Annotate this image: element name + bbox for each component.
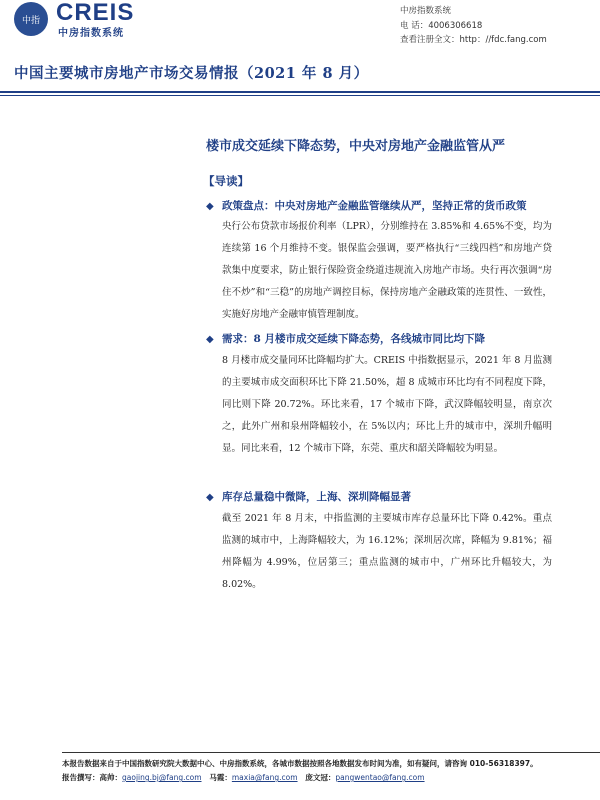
contact-name-maxia: 马霞： [209, 773, 232, 782]
section-paragraph: 8 月楼市成交量同环比降幅均扩大。CREIS 中指数据显示，2021 年 8 月监测的主要城市成交面积环比下降 21.50%，超 8 成城市环比均有不同程度下降，同比则下降 20.72%。环比来看，17 个城市下降，武汉降幅较明显，南京次之，此外广州和泉州降幅较小，在 5%以内；环比上升的城市中，深圳升幅明显。同比来看，12 个城市下降，东莞、重庆和韶关降幅较为明显。 [222, 355, 552, 454]
email-link-gaojing[interactable]: gaojing.bj@fang.com [122, 773, 202, 782]
header-divider-thin [0, 95, 600, 96]
guide-label: 【导读】 [203, 174, 249, 188]
section-heading-text: 政策盘点：中央对房地产金融监管继续从严，坚持正常的货币政策 [222, 200, 527, 212]
section-heading-text: 需求：8 月楼市成交延续下降态势，各线城市同比均下降 [222, 333, 485, 345]
phone-line: 电 话：4006306618 [400, 21, 483, 31]
section-body-policy [222, 216, 552, 326]
section-body-demand [222, 350, 552, 460]
diamond-bullet-icon: ◆ [206, 334, 214, 345]
footer-divider [62, 752, 600, 753]
section-body-inventory [222, 508, 552, 596]
logo-subtitle: 中房指数系统 [58, 28, 124, 39]
diamond-bullet-icon: ◆ [206, 492, 214, 503]
section-heading-text: 库存总量稳中微降，上海、深圳降幅显著 [222, 491, 411, 503]
org-line: 中房指数系统 [400, 6, 452, 16]
section-heading-inventory [206, 489, 411, 504]
section-paragraph: 央行公布贷款市场报价利率（LPR），分别维持在 3.85%和 4.65%不变，均为连续第 16 个月维持不变。银保监会强调，要严格执行“三线四档”和房地产贷款集中度要求，防止银行保险资金绕道违规流入房地产市场。央行再次强调“房住不炒”和“三稳”的房地产调控目标，保持房地产金融政策的连贯性、一致性，实施好房地产金融审慎管理制度。 [222, 221, 552, 320]
logo-emblem-icon [14, 2, 48, 36]
logo-wordmark: CREIS [56, 0, 135, 26]
footer-contacts [62, 772, 425, 783]
diamond-bullet-icon: ◆ [206, 201, 214, 212]
fulltext-link[interactable]: 查看注册全文：http：//fdc.fang.com [400, 35, 547, 45]
section-heading-demand [206, 331, 485, 346]
contact-name-pang: 庞文冠： [305, 773, 336, 782]
logo-emblem-text: 中指 [21, 15, 40, 26]
headline: 楼市成交延续下降态势，中央对房地产金融监管从严 [206, 139, 506, 154]
email-link-maxia[interactable]: maxia@fang.com [231, 773, 298, 782]
section-heading-policy [206, 198, 527, 213]
report-title: 中国主要城市房地产市场交易情报（2021 年 8 月） [14, 65, 369, 82]
header-divider [0, 91, 600, 93]
email-link-pangwentao[interactable]: pangwentao@fang.com [335, 773, 425, 782]
contacts-label: 报告撰写：高帅： [62, 773, 122, 782]
creis-logo [14, 2, 144, 40]
footer-source-note: 本报告数据来自于中国指数研究院大数据中心、中房指数系统，各城市数据按照各地数据发布时间为准，如有疑问，请咨询 010-56318397。 [62, 759, 538, 768]
section-paragraph: 截至 2021 年 8 月末，中指监测的主要城市库存总量环比下降 0.42%。重点监测的城市中，上海降幅较大，为 16.12%；深圳居次席，降幅为 9.81%；福州降幅为 4.99%，位居第三；重点监测的城市中，广州环比升幅较大，为 8.02%。 [222, 513, 552, 590]
